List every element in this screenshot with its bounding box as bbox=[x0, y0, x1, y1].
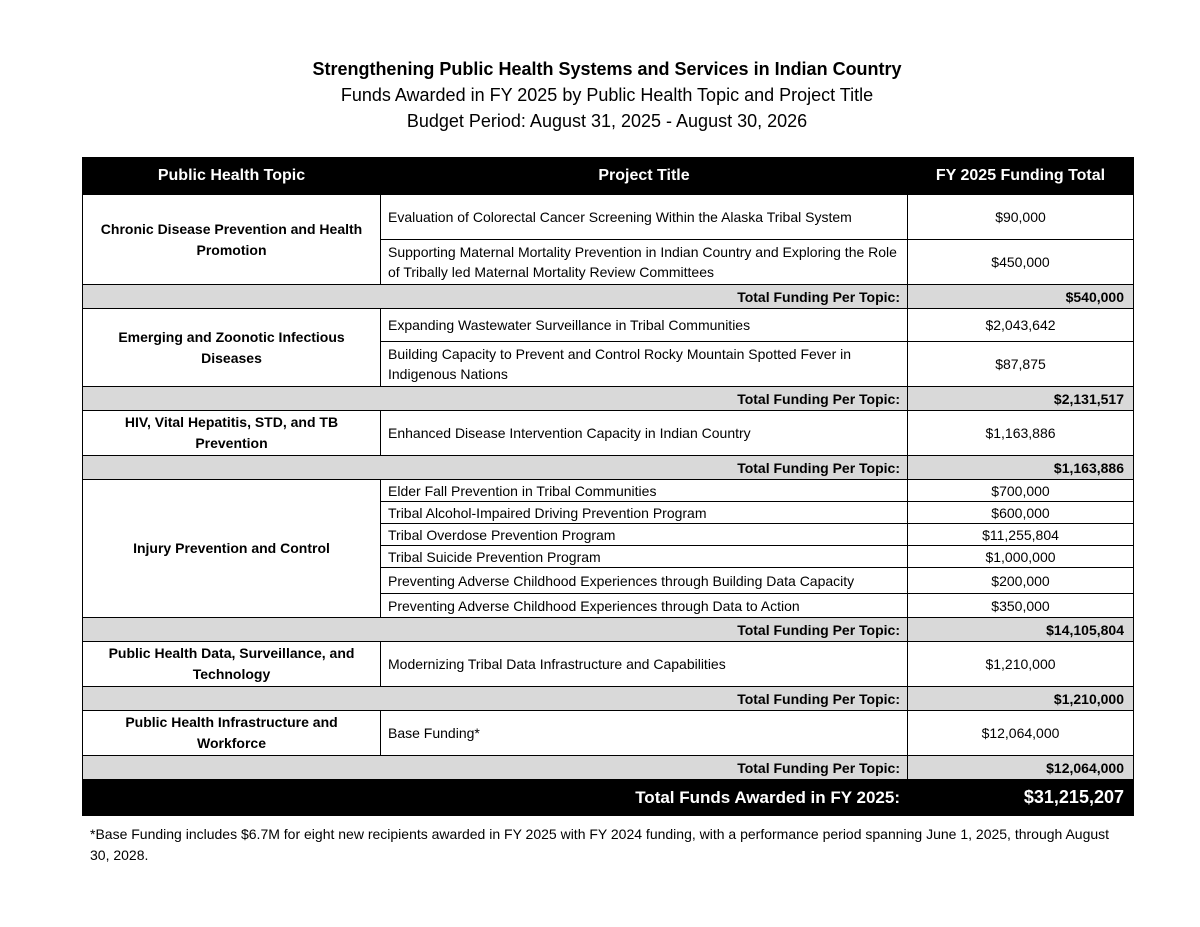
project-title-cell: Building Capacity to Prevent and Control Rocky Mountain Spotted Fever in Indigenous Nations bbox=[381, 342, 908, 387]
subtotal-label: Total Funding Per Topic: bbox=[83, 387, 908, 411]
subtotal-label: Total Funding Per Topic: bbox=[83, 756, 908, 780]
topic-cell: Injury Prevention and Control bbox=[83, 480, 381, 618]
funding-amount-cell: $1,000,000 bbox=[908, 546, 1134, 568]
column-header-funding: FY 2025 Funding Total bbox=[908, 158, 1134, 195]
subtotal-row bbox=[83, 387, 1134, 411]
topic-cell: Public Health Data, Surveillance, and Technology bbox=[83, 642, 381, 687]
document-subtitle: Funds Awarded in FY 2025 by Public Health Topic and Project Title bbox=[340, 85, 874, 105]
project-title-cell: Evaluation of Colorectal Cancer Screening Within the Alaska Tribal System bbox=[381, 195, 908, 240]
subtotal-row bbox=[83, 687, 1134, 711]
table-row bbox=[83, 411, 1134, 456]
topic-cell: Emerging and Zoonotic Infectious Diseases bbox=[83, 309, 381, 387]
subtotal-label: Total Funding Per Topic: bbox=[83, 687, 908, 711]
document-title: Strengthening Public Health Systems and Services in Indian Country bbox=[312, 59, 902, 79]
funding-amount-cell: $1,163,886 bbox=[908, 411, 1134, 456]
subtotal-label: Total Funding Per Topic: bbox=[83, 285, 908, 309]
subtotal-row bbox=[83, 285, 1134, 309]
subtotal-row bbox=[83, 456, 1134, 480]
project-title-cell: Tribal Suicide Prevention Program bbox=[381, 546, 908, 568]
subtotal-row bbox=[83, 618, 1134, 642]
table-row bbox=[83, 195, 1134, 240]
project-title-cell: Elder Fall Prevention in Tribal Communities bbox=[381, 480, 908, 502]
table-row bbox=[83, 711, 1134, 756]
subtotal-value: $1,210,000 bbox=[908, 687, 1134, 711]
table-header-row bbox=[83, 158, 1134, 195]
project-title-cell: Preventing Adverse Childhood Experiences through Data to Action bbox=[381, 594, 908, 618]
subtotal-value: $1,163,886 bbox=[908, 456, 1134, 480]
table-row bbox=[83, 642, 1134, 687]
funding-amount-cell: $1,210,000 bbox=[908, 642, 1134, 687]
document-header bbox=[0, 58, 1200, 133]
grand-total-label: Total Funds Awarded in FY 2025: bbox=[83, 780, 908, 816]
table-row bbox=[83, 480, 1134, 502]
project-title-cell: Modernizing Tribal Data Infrastructure and Capabilities bbox=[381, 642, 908, 687]
subtotal-label: Total Funding Per Topic: bbox=[83, 456, 908, 480]
column-header-project: Project Title bbox=[381, 158, 908, 195]
subtotal-value: $540,000 bbox=[908, 285, 1134, 309]
table-row bbox=[83, 309, 1134, 342]
funding-amount-cell: $11,255,804 bbox=[908, 524, 1134, 546]
funding-amount-cell: $87,875 bbox=[908, 342, 1134, 387]
subtotal-value: $12,064,000 bbox=[908, 756, 1134, 780]
project-title-cell: Expanding Wastewater Surveillance in Tribal Communities bbox=[381, 309, 908, 342]
project-title-cell: Enhanced Disease Intervention Capacity in Indian Country bbox=[381, 411, 908, 456]
project-title-cell: Supporting Maternal Mortality Prevention in Indian Country and Exploring the Role of Tribally led Maternal Mortality Review Committees bbox=[381, 240, 908, 285]
subtotal-value: $14,105,804 bbox=[908, 618, 1134, 642]
funding-amount-cell: $350,000 bbox=[908, 594, 1134, 618]
project-title-cell: Tribal Alcohol-Impaired Driving Prevention Program bbox=[381, 502, 908, 524]
footnote: *Base Funding includes $6.7M for eight new recipients awarded in FY 2025 with FY 2024 funding, with a performance period spanning June 1, 2025, through August 30, 2028. bbox=[90, 826, 1110, 863]
grand-total-row bbox=[83, 780, 1134, 816]
subtotal-row bbox=[83, 756, 1134, 780]
topic-cell: Chronic Disease Prevention and Health Promotion bbox=[83, 195, 381, 285]
funding-amount-cell: $450,000 bbox=[908, 240, 1134, 285]
funding-table bbox=[82, 157, 1134, 816]
project-title-cell: Tribal Overdose Prevention Program bbox=[381, 524, 908, 546]
budget-period: Budget Period: August 31, 2025 - August 30, 2026 bbox=[406, 111, 808, 131]
subtotal-label: Total Funding Per Topic: bbox=[83, 618, 908, 642]
funding-amount-cell: $600,000 bbox=[908, 502, 1134, 524]
project-title-cell: Preventing Adverse Childhood Experiences through Building Data Capacity bbox=[381, 568, 908, 594]
topic-cell: Public Health Infrastructure and Workforce bbox=[83, 711, 381, 756]
funding-amount-cell: $2,043,642 bbox=[908, 309, 1134, 342]
funding-amount-cell: $12,064,000 bbox=[908, 711, 1134, 756]
funding-amount-cell: $200,000 bbox=[908, 568, 1134, 594]
funding-amount-cell: $700,000 bbox=[908, 480, 1134, 502]
project-title-cell: Base Funding* bbox=[381, 711, 908, 756]
topic-cell: HIV, Vital Hepatitis, STD, and TB Prevention bbox=[83, 411, 381, 456]
subtotal-value: $2,131,517 bbox=[908, 387, 1134, 411]
grand-total-value: $31,215,207 bbox=[908, 780, 1134, 816]
column-header-topic: Public Health Topic bbox=[83, 158, 381, 195]
funding-amount-cell: $90,000 bbox=[908, 195, 1134, 240]
